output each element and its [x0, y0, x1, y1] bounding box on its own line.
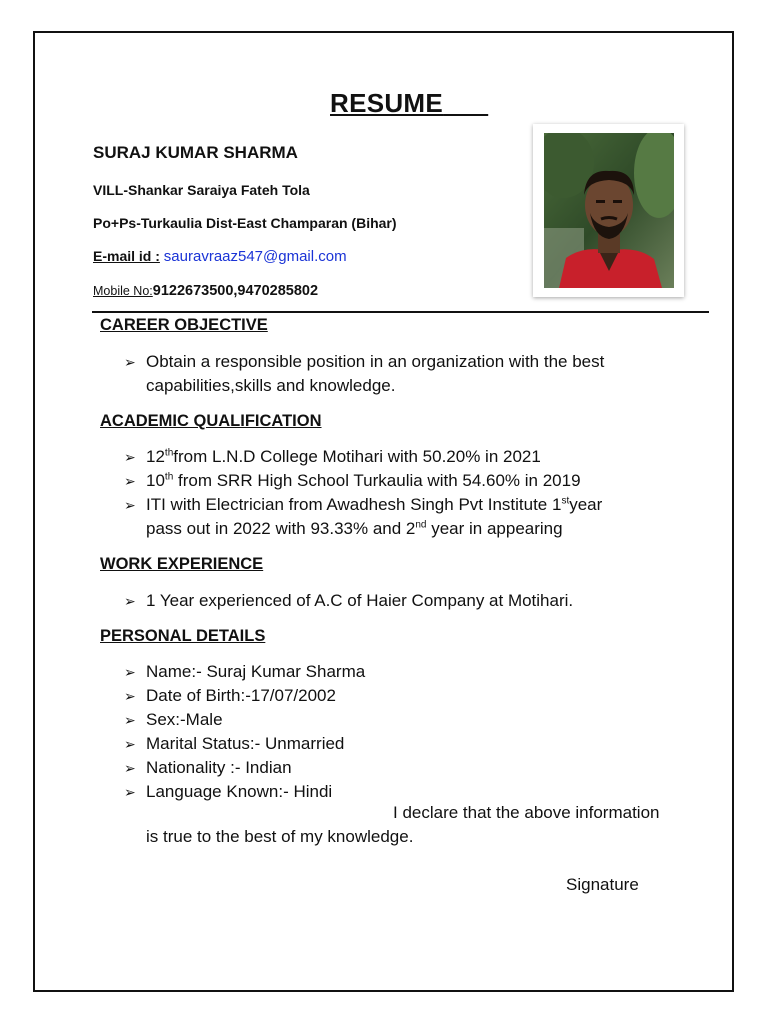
list-item-continuation: pass out in 2022 with 93.33% and 2nd year in appearing	[146, 519, 563, 538]
personal-details-list	[124, 660, 365, 804]
list-item: ➢ Language Known:- Hindi	[124, 780, 365, 804]
email-label: E-mail id :	[93, 248, 160, 264]
list-item: ➢ Marital Status:- Unmarried	[124, 732, 365, 756]
mobile-number: 9122673500,9470285802	[152, 283, 319, 299]
candidate-name: SURAJ KUMAR SHARMA	[93, 143, 298, 162]
arrow-bullet-icon: ➢	[124, 449, 136, 465]
list-item: ➢ Date of Birth:-17/07/2002	[124, 684, 365, 708]
list-item: ➢ Nationality :- Indian	[124, 756, 365, 780]
list-item: ➢ 1 Year experienced of A.C of Haier Company at Motihari.	[124, 589, 573, 613]
email-row	[93, 248, 347, 265]
list-item: ➢ ITI with Electrician from Awadhesh Singh Pvt Institute 1styear	[124, 493, 602, 517]
section-heading-personal-details: PERSONAL DETAILS	[100, 627, 266, 645]
arrow-bullet-icon: ➢	[124, 593, 136, 609]
profile-photo	[544, 133, 674, 288]
arrow-bullet-icon: ➢	[124, 688, 136, 704]
arrow-bullet-icon: ➢	[124, 736, 136, 752]
arrow-bullet-icon: ➢	[124, 473, 136, 489]
signature-label: Signature	[566, 875, 639, 894]
arrow-bullet-icon: ➢	[124, 354, 136, 370]
arrow-bullet-icon: ➢	[124, 784, 136, 800]
address-line-1: VILL-Shankar Saraiya Fateh Tola	[93, 182, 310, 198]
declaration-line-1: I declare that the above information	[393, 803, 660, 822]
arrow-bullet-icon: ➢	[124, 760, 136, 776]
section-heading-career-objective: CAREER OBJECTIVE	[100, 316, 268, 334]
list-item-continuation: capabilities,skills and knowledge.	[146, 376, 396, 395]
work-experience-list	[124, 589, 573, 613]
career-objective-list	[124, 350, 604, 398]
list-item: ➢ Name:- Suraj Kumar Sharma	[124, 660, 365, 684]
email-link[interactable]: sauravraaz547@gmail.com	[163, 248, 347, 265]
list-item: ➢ 12thfrom L.N.D College Motihari with 50.20% in 2021	[124, 445, 602, 469]
address-line-2: Po+Ps-Turkaulia Dist-East Champaran (Bihar)	[93, 215, 397, 231]
declaration-line-2: is true to the best of my knowledge.	[146, 827, 414, 846]
section-heading-academic: ACADEMIC QUALIFICATION	[100, 412, 322, 430]
profile-photo-frame	[533, 124, 684, 297]
mobile-label: Mobile No:	[93, 284, 153, 298]
list-item: ➢ Obtain a responsible position in an organization with the best	[124, 350, 604, 374]
list-item: ➢ Sex:-Male	[124, 708, 365, 732]
arrow-bullet-icon: ➢	[124, 712, 136, 728]
resume-title: RESUME	[330, 88, 444, 118]
arrow-bullet-icon: ➢	[124, 497, 136, 513]
academic-list	[124, 445, 602, 541]
list-item: ➢ 10th from SRR High School Turkaulia with 54.60% in 2019	[124, 469, 602, 493]
header-divider	[92, 311, 709, 313]
section-heading-work-experience: WORK EXPERIENCE	[100, 555, 264, 573]
arrow-bullet-icon: ➢	[124, 664, 136, 680]
mobile-row	[93, 282, 318, 299]
